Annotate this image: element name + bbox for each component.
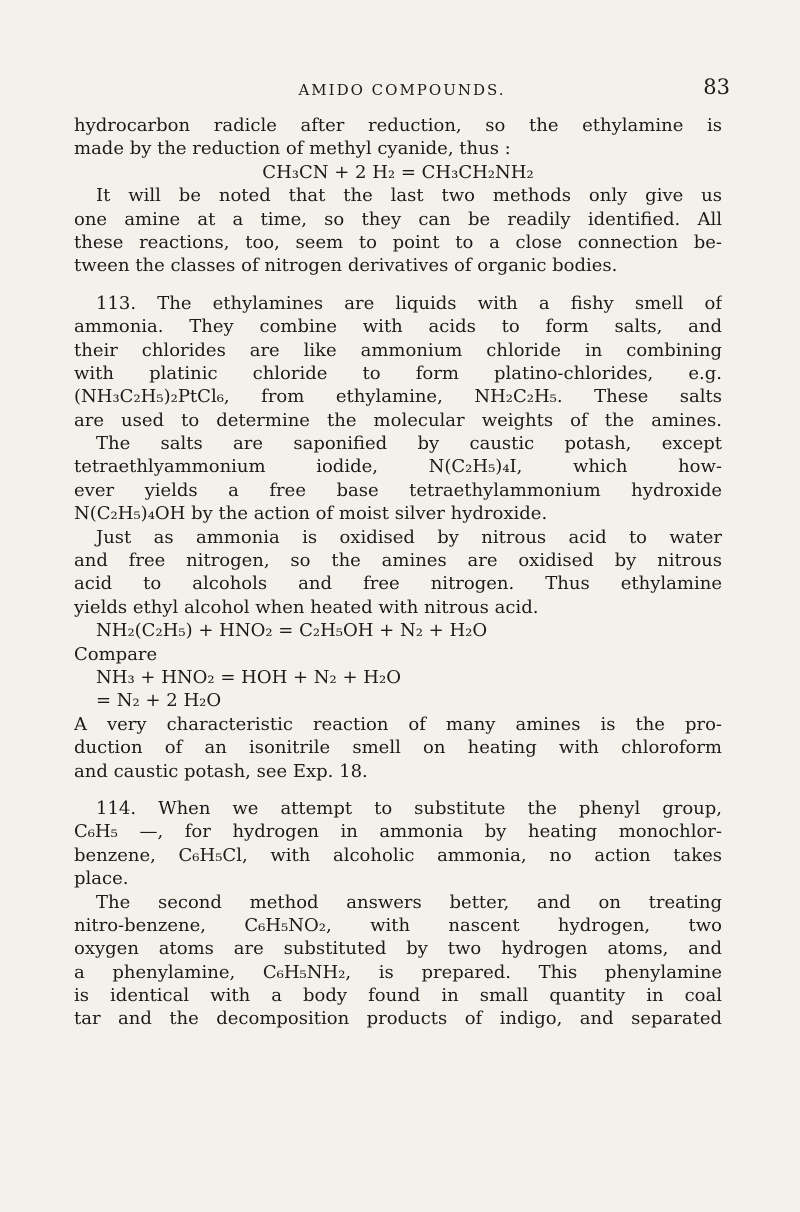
paragraph-gap: [74, 278, 722, 292]
text-line: The second method answers better, and on treating: [96, 891, 722, 913]
text-line: 114. When we attempt to substitute the phenyl group,: [96, 797, 722, 819]
text-line: tar and the decomposition products of indigo, and separated: [74, 1008, 722, 1030]
text-line: It will be noted that the last two methods only give us: [96, 185, 722, 207]
text-line: = N₂ + 2 H₂O: [96, 690, 222, 712]
text-line: a phenylamine, C₆H₅NH₂, is prepared. This phenylamine: [74, 961, 722, 983]
text-line: tween the classes of nitrogen derivatives of organic bodies.: [74, 255, 618, 277]
running-title: AMIDO COMPOUNDS.: [298, 81, 506, 99]
text-line: (NH₃C₂H₅)₂PtCl₆, from ethylamine, NH₂C₂H₅. These salts: [74, 386, 722, 408]
text-line: their chlorides are like ammonium chloride in combining: [74, 339, 722, 361]
text-line: place.: [74, 868, 129, 890]
text-line: hydrocarbon radicle after reduction, so the ethylamine is: [74, 115, 722, 136]
text-line: nitro-benzene, C₆H₅NO₂, with nascent hydrogen, two: [74, 914, 722, 936]
text-line: with platinic chloride to form platino-chlorides, e.g.: [74, 362, 722, 384]
text-line: these reactions, too, seem to point to a close connection be-: [74, 231, 722, 253]
text-line: is identical with a body found in small quantity in coal: [74, 985, 722, 1007]
text-line: yields ethyl alcohol when heated with nitrous acid.: [74, 596, 539, 618]
text-line: and free nitrogen, so the amines are oxidised by nitrous: [74, 550, 722, 572]
text-line: and caustic potash, see Exp. 18.: [74, 760, 368, 782]
text-line: oxygen atoms are substituted by two hydrogen atoms, and: [74, 938, 722, 960]
text-line: are used to determine the molecular weights of the amines.: [74, 409, 722, 431]
text-line: ever yields a free base tetraethylammonium hydroxide: [74, 479, 722, 501]
paragraph-gap: [74, 783, 722, 797]
text-line: C₆H₅ —, for hydrogen in ammonia by heating monochlor-: [74, 821, 722, 843]
text-line: duction of an isonitrile smell on heating with chloroform: [74, 737, 722, 759]
text-line: A very characteristic reaction of many amines is the pro-: [74, 713, 722, 735]
page-number: 83: [703, 75, 730, 99]
text-line: 113. The ethylamines are liquids with a fishy smell of: [96, 292, 722, 314]
text-line: benzene, C₆H₅Cl, with alcoholic ammonia, no action takes: [74, 844, 722, 866]
text-line: ammonia. They combine with acids to form salts, and: [74, 316, 722, 338]
page-body: [74, 114, 722, 1031]
text-line: The salts are saponified by caustic potash, except: [96, 433, 722, 455]
text-line: Compare: [74, 643, 158, 665]
text-line: NH₂(C₂H₅) + HNO₂ = C₂H₅OH + N₂ + H₂O: [96, 620, 488, 642]
text-line: acid to alcohols and free nitrogen. Thus ethylamine: [74, 573, 722, 595]
text-line: N(C₂H₅)₄OH by the action of moist silver hydroxide.: [74, 503, 548, 525]
text-line: tetraethlyammonium iodide, N(C₂H₅)₄I, which how-: [74, 456, 722, 478]
running-head: [74, 75, 730, 105]
text-line: NH₃ + HNO₂ = HOH + N₂ + H₂O: [96, 666, 401, 688]
text-line: one amine at a time, so they can be readily identified. All: [74, 208, 722, 230]
text-line: made by the reduction of methyl cyanide, thus :: [74, 138, 511, 160]
text-line: CH₃CN + 2 H₂ = CH₃CH₂NH₂: [262, 161, 534, 183]
text-line: Just as ammonia is oxidised by nitrous acid to water: [96, 526, 722, 548]
